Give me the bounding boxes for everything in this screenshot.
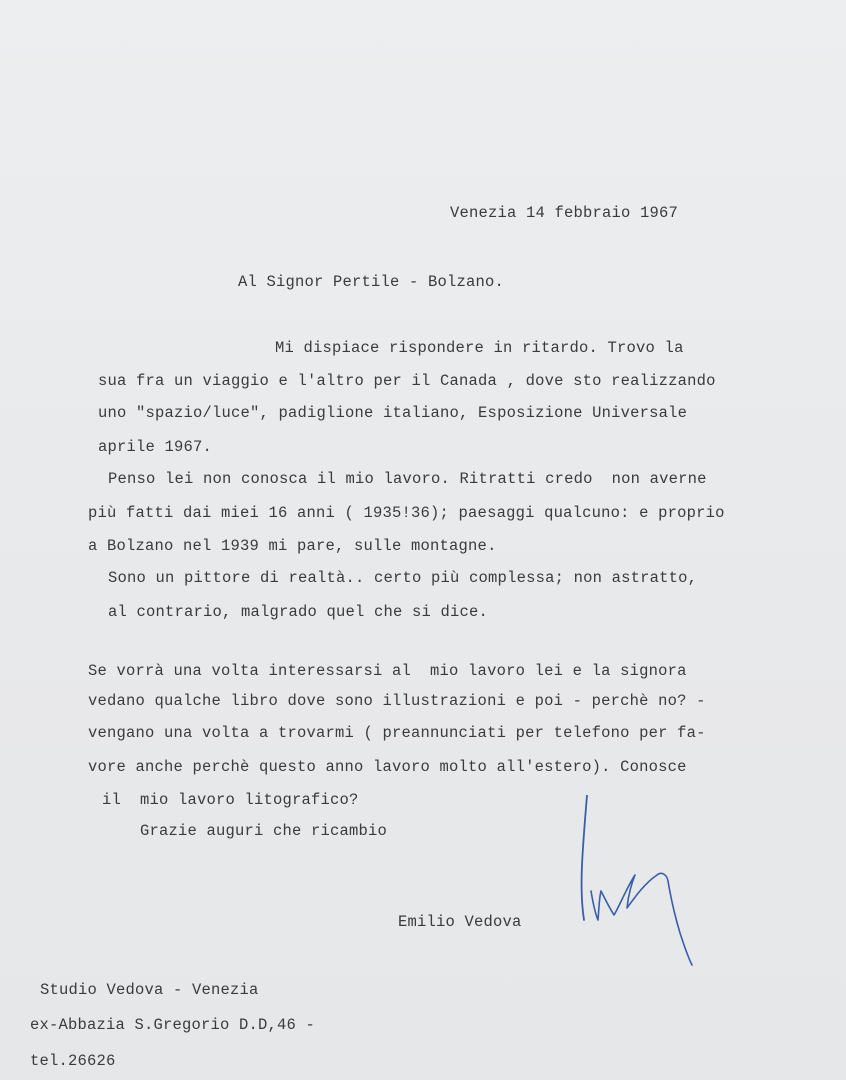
sender-name: Emilio Vedova xyxy=(398,913,522,931)
address-line-2: ex-Abbazia S.Gregorio D.D,46 - xyxy=(30,1016,316,1034)
paragraph-3-line-1: Sono un pittore di realtà.. certo più complessa; non astratto, xyxy=(108,569,698,587)
signature-stroke-2 xyxy=(591,873,692,965)
paragraph-2-line-3: a Bolzano nel 1939 mi pare, sulle montagne. xyxy=(88,537,497,555)
handwritten-signature xyxy=(565,795,705,970)
paragraph-1-line-4: aprile 1967. xyxy=(98,438,213,456)
paragraph-1-line-3: uno "spazio/luce", padiglione italiano, Esposizione Universale xyxy=(98,404,688,422)
salutation: Al Signor Pertile - Bolzano. xyxy=(238,273,505,291)
paragraph-3-line-2: al contrario, malgrado quel che si dice. xyxy=(108,603,489,621)
paragraph-4-line-2: vedano qualche libro dove sono illustrazioni e poi - perchè no? - xyxy=(88,692,706,710)
date-line: Venezia 14 febbraio 1967 xyxy=(450,204,679,222)
closing-line: Grazie auguri che ricambio xyxy=(140,822,388,840)
paragraph-2-line-1: Penso lei non conosca il mio lavoro. Ritratti credo non averne xyxy=(108,470,707,488)
address-line-3: tel.26626 xyxy=(30,1052,116,1070)
paragraph-4-line-1: Se vorrà una volta interessarsi al mio lavoro lei e la signora xyxy=(88,662,687,680)
paragraph-4-line-4: vore anche perchè questo anno lavoro molto all'estero). Conosce xyxy=(88,758,687,776)
address-line-1: Studio Vedova - Venezia xyxy=(40,981,259,999)
paragraph-1-line-1: Mi dispiace rispondere in ritardo. Trovo la xyxy=(275,339,684,357)
signature-stroke-1 xyxy=(582,795,587,920)
paragraph-4-line-3: vengano una volta a trovarmi ( preannunciati per telefono per fa- xyxy=(88,724,706,742)
paragraph-4-line-5: il mio lavoro litografico? xyxy=(102,791,359,809)
paragraph-1-line-2: sua fra un viaggio e l'altro per il Canada , dove sto realizzando xyxy=(98,372,716,390)
paragraph-2-line-2: più fatti dai miei 16 anni ( 1935!36); paesaggi qualcuno: e proprio xyxy=(88,504,725,522)
